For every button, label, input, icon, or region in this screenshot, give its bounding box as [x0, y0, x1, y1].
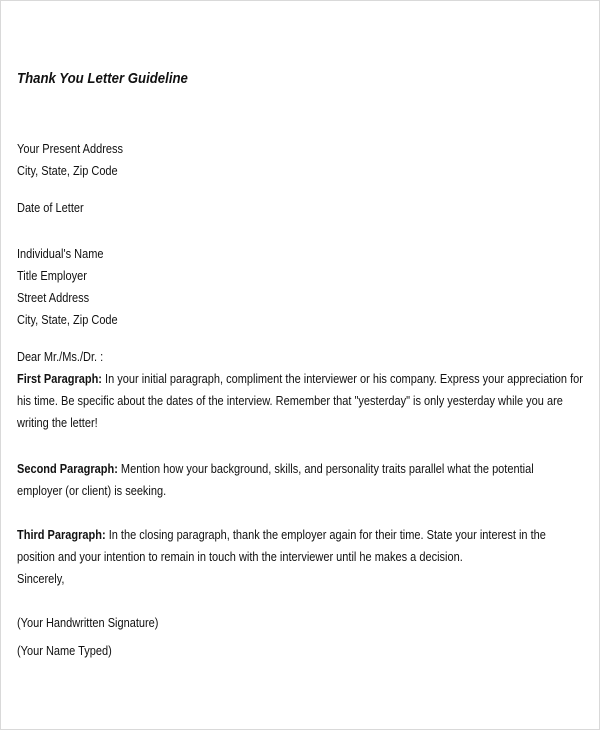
date-line: Date of Letter — [17, 201, 84, 215]
letter-date — [17, 197, 519, 219]
sender-address — [17, 138, 519, 182]
recipient-title: Title Employer — [17, 269, 87, 283]
second-paragraph — [17, 458, 598, 502]
second-paragraph-label: Second Paragraph: — [17, 462, 118, 476]
third-paragraph-line: position and your intention to remain in touch with the interviewer until he makes a decision. — [17, 550, 463, 564]
second-paragraph-line: Mention how your background, skills, and personality traits parallel what the potential — [117, 462, 534, 476]
sender-address-line: Your Present Address — [17, 142, 123, 156]
recipient-street: Street Address — [17, 291, 90, 305]
recipient-name: Individual's Name — [17, 247, 104, 261]
signature-block — [17, 612, 519, 662]
first-paragraph-line: writing the letter! — [17, 416, 98, 430]
third-paragraph-line: In the closing paragraph, thank the employer again for their time. State your interest in the — [105, 528, 546, 542]
closing — [17, 568, 519, 590]
recipient-city: City, State, Zip Code — [17, 313, 118, 327]
second-paragraph-line: employer (or client) is seeking. — [17, 484, 167, 498]
first-paragraph — [17, 368, 598, 434]
first-paragraph-label: First Paragraph: — [17, 372, 102, 386]
letter-body — [17, 67, 583, 662]
handwritten-signature-placeholder: (Your Handwritten Signature) — [17, 616, 159, 630]
salutation-line: Dear Mr./Ms./Dr. : — [17, 350, 104, 364]
recipient-address — [17, 243, 519, 331]
first-paragraph-line: In your initial paragraph, compliment the interviewer or his company. Express your appreciation for — [101, 372, 583, 386]
closing-line: Sincerely, — [17, 572, 65, 586]
document-title: Thank You Letter Guideline — [17, 70, 188, 87]
third-paragraph-label: Third Paragraph: — [17, 528, 106, 542]
first-paragraph-line: his time. Be specific about the dates of the interview. Remember that "yesterday" is only yesterday while you are — [17, 394, 563, 408]
sender-city-line: City, State, Zip Code — [17, 164, 118, 178]
third-paragraph — [17, 524, 598, 568]
typed-name-placeholder: (Your Name Typed) — [17, 644, 112, 658]
salutation — [17, 346, 519, 368]
